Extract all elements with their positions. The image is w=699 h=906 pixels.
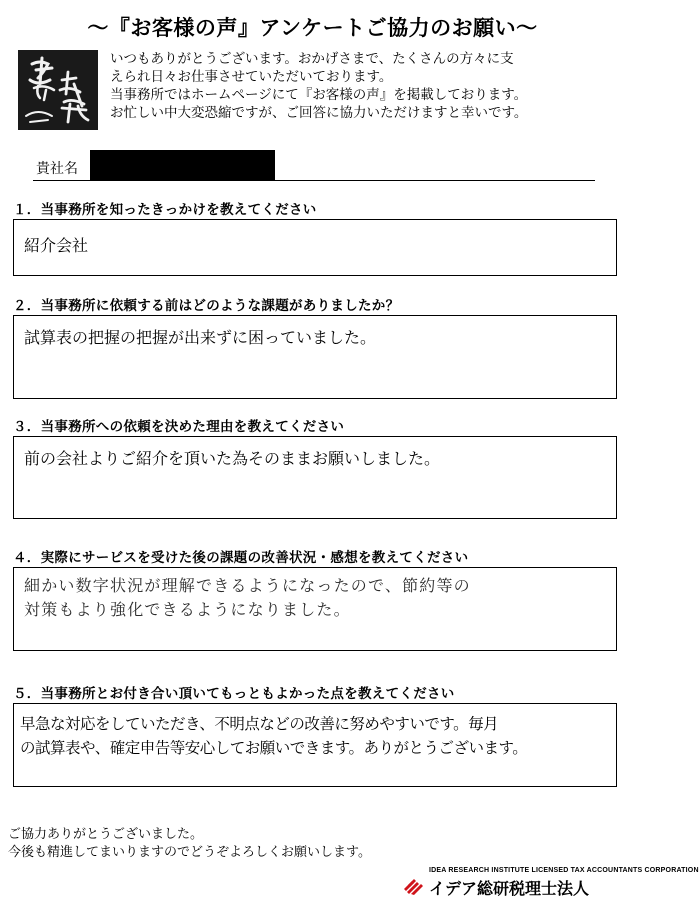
intro-line: いつもありがとうございます。おかげさまで、たくさんの方々に支 bbox=[110, 51, 514, 67]
intro-line: お忙しい中大変恐縮ですが、ご回答に協力いただけますと幸いです。 bbox=[110, 105, 528, 121]
question-3-answer-box bbox=[13, 436, 617, 519]
calligraphy-brush-icon bbox=[18, 50, 98, 130]
company-logo bbox=[402, 867, 699, 898]
logo-english-text: IDEA RESEARCH INSTITUTE LICENSED TAX ACCOUNTANTS CORPORATION bbox=[429, 867, 699, 874]
answer-line: 試算表の把握の把握が出来ずに困っていました。 bbox=[24, 328, 377, 347]
company-name-redaction bbox=[90, 150, 275, 180]
question-4-heading: ４．実際にサービスを受けた後の課題の改善状況・感想を教えてください bbox=[13, 550, 469, 566]
answer-line: 紹介会社 bbox=[24, 236, 89, 255]
kansha-seal-image bbox=[18, 50, 98, 130]
idea-stripes-icon bbox=[402, 867, 426, 895]
question-4-answer-box bbox=[13, 567, 617, 651]
company-name-field bbox=[33, 150, 595, 181]
logo-japanese-text: イデア総研税理士法人 bbox=[429, 879, 590, 898]
answer-line: の試算表や、確定申告等安心してお願いできます。ありがとうございます。 bbox=[20, 739, 528, 757]
answer-line: 細かい数字状況が理解できるようになったので、節約等の bbox=[24, 576, 471, 595]
question-2-heading: ２．当事務所に依頼する前はどのような課題がありましたか？ bbox=[13, 298, 400, 314]
intro-text bbox=[110, 50, 615, 122]
question-1-heading: １．当事務所を知ったきっかけを教えてください bbox=[13, 202, 317, 218]
page-title: ～『お客様の声』アンケートご協力のお願い～ bbox=[87, 16, 538, 40]
answer-line: 対策もより強化できるようになりました。 bbox=[24, 600, 351, 619]
question-5-answer-box bbox=[13, 703, 617, 787]
company-name-label: 貴社名 bbox=[36, 161, 78, 177]
footer-text bbox=[8, 826, 371, 862]
answer-line: 早急な対応をしていただき、不明点などの改善に努めやすいです。毎月 bbox=[20, 715, 499, 733]
footer-line: ご協力ありがとうございました。 bbox=[8, 827, 204, 842]
question-1-answer-box bbox=[13, 219, 617, 276]
question-3-heading: ３．当事務所への依頼を決めた理由を教えてください bbox=[13, 419, 345, 435]
footer-line: 今後も精進してまいりますのでどうぞよろしくお願いします。 bbox=[8, 845, 371, 860]
intro-line: 当事務所ではホームページにて『お客様の声』を掲載しております。 bbox=[110, 87, 528, 103]
question-5-heading: ５．当事務所とお付き合い頂いてもっともよかった点を教えてください bbox=[13, 686, 455, 702]
question-2-answer-box bbox=[13, 315, 617, 399]
answer-line: 前の会社よりご紹介を頂いた為そのままお願いしました。 bbox=[24, 449, 441, 468]
intro-line: えられ日々お仕事させていただいております。 bbox=[110, 69, 393, 85]
